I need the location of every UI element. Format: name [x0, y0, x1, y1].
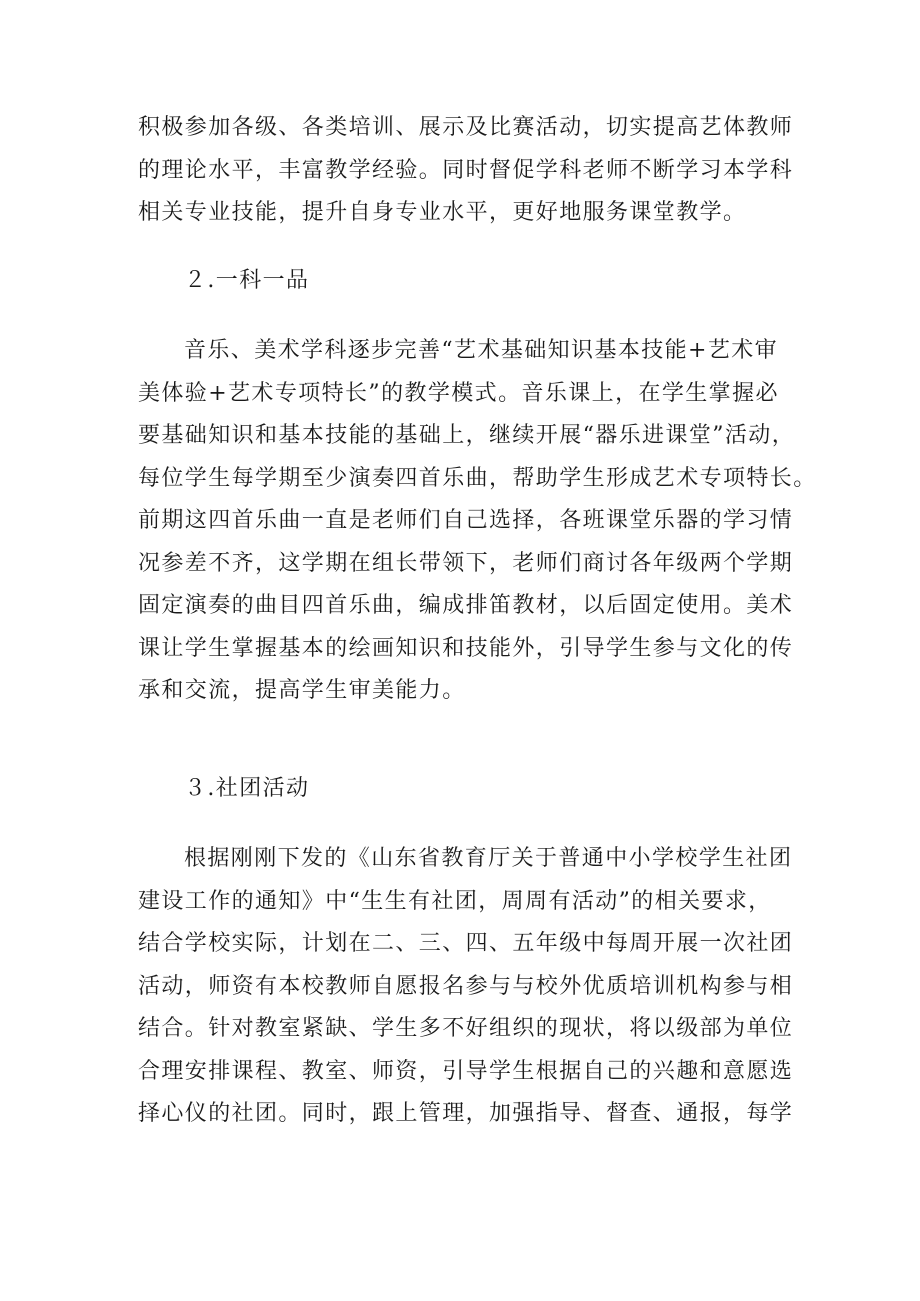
paragraph-line: 结合学校实际，计划在二、三、四、五年级中每周开展一次社团 [138, 931, 794, 956]
paragraph-line: 前期这四首乐曲一直是老师们自己选择，各班课堂乐器的学习情 [138, 508, 794, 533]
section-heading-club-activities: ３.社团活动 [184, 776, 310, 801]
paragraph-line: 固定演奏的曲目四首乐曲，编成排笛教材，以后固定使用。美术 [138, 593, 794, 618]
paragraph-line: 建设工作的通知》中“生生有社团，周周有活动”的相关要求， [138, 888, 772, 914]
paragraph-line: 美体验+艺术专项特长”的教学模式。音乐课上，在学生掌握必 [138, 380, 779, 406]
paragraph-line: 择心仪的社团。同时，跟上管理，加强指导、督查、通报，每学 [138, 1101, 794, 1126]
paragraph-student-clubs [138, 838, 798, 1136]
paragraph-line: 结合。针对教室紧缺、学生多不好组织的现状，将以级部为单位 [138, 1016, 794, 1041]
paragraph-line: 根据刚刚下发的《山东省教育厅关于普通中小学校学生社团 [184, 846, 793, 871]
paragraph-line: 音乐、美术学科逐步完善“艺术基础知识基本技能+艺术审 [184, 338, 779, 363]
paragraph-teacher-training [138, 107, 798, 235]
section-heading-one-subject-one-product: ２.一科一品 [184, 268, 310, 293]
paragraph-line: 况参差不齐，这学期在组长带领下，老师们商讨各年级两个学期 [138, 550, 794, 576]
paragraph-line: 的理论水平，丰富教学经验。同时督促学科老师不断学习本学科 [138, 157, 794, 183]
paragraph-line: 承和交流，提高学生审美能力。 [138, 678, 466, 703]
paragraph-line: 课让学生掌握基本的绘画知识和技能外，引导学生参与文化的传 [138, 635, 794, 661]
paragraph-music-art-teaching [138, 330, 817, 713]
paragraph-line: 合理安排课程、教室、师资，引导学生根据自己的兴趣和意愿选 [138, 1058, 794, 1084]
paragraph-line: 要基础知识和基本技能的基础上，继续开展“器乐进课堂”活动， [138, 423, 796, 448]
paragraph-line: 活动，师资有本校教师自愿报名参与与校外优质培训机构参与相 [138, 973, 794, 999]
paragraph-line: 积极参加各级、各类培训、展示及比赛活动，切实提高艺体教师 [138, 115, 794, 140]
paragraph-line: 相关专业技能，提升自身专业水平，更好地服务课堂教学。 [138, 200, 747, 225]
paragraph-line: 每位学生每学期至少演奏四首乐曲，帮助学生形成艺术专项特长。 [138, 465, 817, 491]
